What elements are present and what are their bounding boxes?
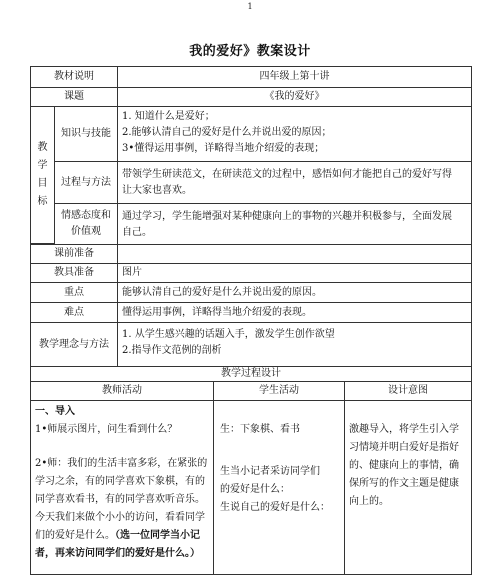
idea-content [117, 322, 472, 367]
difficulty-value: 懂得运用事例，详略得当地介绍爱的表现。 [117, 302, 472, 323]
intent-line: 向上的。 [349, 496, 389, 507]
intent-line: 的、健康向上的事情，确 [349, 460, 459, 471]
knowledge-content [117, 106, 472, 162]
tools-value: 图片 [117, 263, 472, 283]
design-intent-cell [344, 400, 472, 575]
document-title: 我的爱好》教案设计 [189, 44, 311, 59]
student-line: 生当小记者采访同学们 [220, 466, 320, 477]
teacher-step-2-bold: （选一位同学当小记 [115, 530, 200, 541]
material-value: 四年级上第十讲 [117, 66, 472, 88]
emotion-label-line: 价值观 [71, 226, 101, 237]
material-label: 教材说明 [30, 66, 118, 88]
teacher-step-2-plain: 们的爱好是什么。 [35, 530, 115, 541]
student-activity-cell [213, 400, 345, 575]
process-label: 过程与方法 [54, 161, 118, 204]
col-teacher-header: 教师活动 [30, 381, 214, 401]
key-point-value: 能够认清自己的爱好是什么并说出爱的原因。 [117, 282, 472, 303]
teacher-step-2-cut: 者，再来访问同学们的爱好是什么。） [35, 548, 200, 559]
emotion-content [117, 203, 472, 245]
key-point-label: 重点 [30, 282, 118, 303]
prep-value [117, 244, 472, 264]
teacher-step-1: 1•师展示图片，问生看到什么？ [35, 424, 178, 435]
intent-line: 保所写的作文主题是健康 [349, 478, 459, 489]
teacher-step-2-line: 2•师：我们的生活丰富多彩，在紧张的 [35, 458, 208, 469]
process-line: 带领学生研读范文，在研读范文的过程中，感悟如何才能把自己的爱好写得 [122, 169, 452, 180]
knowledge-label: 知识与技能 [54, 106, 118, 162]
teacher-step-2-line: 今天我们来做个小小的访问，看看同学 [35, 512, 205, 523]
difficulty-label: 难点 [30, 302, 118, 323]
teacher-activity-cell [30, 400, 214, 575]
prep-label: 课前准备 [30, 244, 118, 264]
topic-value: 《我的爱好》 [117, 87, 472, 107]
process-line: 让大家也喜欢。 [122, 185, 192, 196]
teacher-step-2-line: 学习之余，有的同学喜欢下象棋，有的 [35, 476, 205, 487]
emotion-label-line: 情感态度和 [61, 210, 111, 221]
tools-label: 教具准备 [30, 263, 118, 283]
process-table-heading: 教学过程设计 [30, 366, 472, 382]
idea-line: 2.指导作文范例的剖析 [122, 345, 222, 356]
intent-line: 习情境并明白爱好是指好 [349, 442, 459, 453]
page-number: 1 [247, 2, 253, 11]
student-line: 生：下象棋、看书 [220, 424, 300, 435]
emotion-line: 自己。 [122, 227, 152, 238]
goal-label: 教学目标 [30, 106, 55, 244]
emotion-label [54, 203, 118, 245]
knowledge-line: 1. 知道什么是爱好； [122, 111, 215, 122]
knowledge-line: 2.能够认清自己的爱好是什么并说出爱的原因； [122, 127, 332, 138]
intent-line: 激趣导入，将学生引入学 [349, 424, 459, 435]
col-student-header: 学生活动 [213, 381, 345, 401]
topic-label: 课题 [30, 87, 118, 107]
emotion-line: 通过学习，学生能增强对某种健康向上的事物的兴趣并积极参与，全面发展 [122, 211, 452, 222]
col-intent-header: 设计意图 [344, 381, 472, 401]
idea-label: 教学理念与方法 [30, 322, 118, 367]
student-line: 生说自己的爱好是什么： [220, 502, 330, 513]
idea-line: 1. 从学生感兴趣的话题入手，激发学生创作欲望 [122, 329, 335, 340]
student-line: 的爱好是什么： [220, 484, 290, 495]
process-content [117, 161, 472, 204]
teacher-step-2-line [35, 527, 209, 545]
knowledge-line: 3•懂得运用事例，详略得当地介绍爱的表现； [122, 143, 325, 154]
teacher-step-2-line: 同学喜欢看书，有的同学喜欢听音乐。 [35, 494, 205, 505]
section-heading: 一、导入 [35, 406, 75, 417]
